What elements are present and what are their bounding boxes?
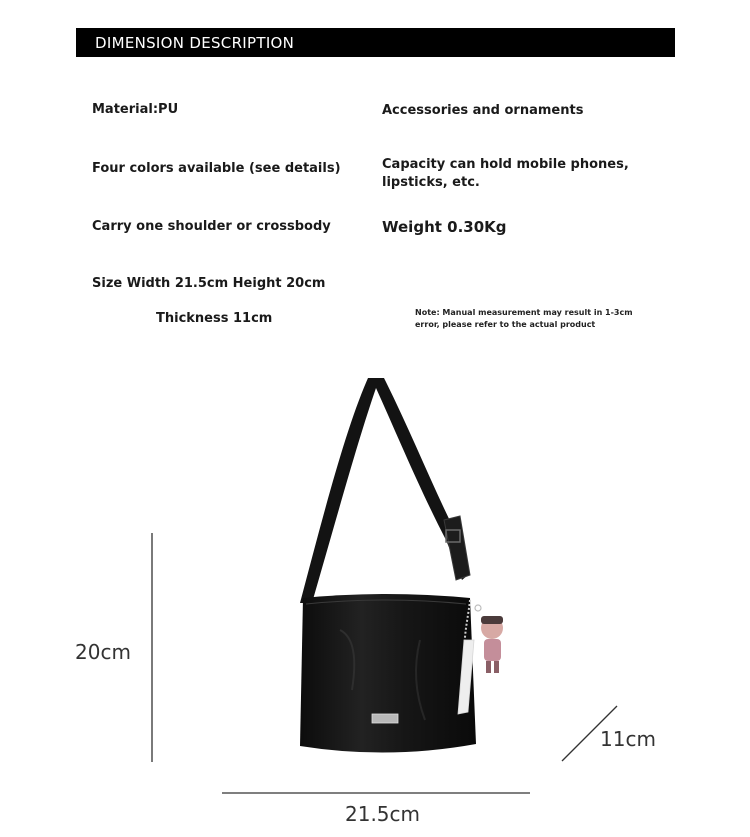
note-line-1: Note: Manual measurement may result in 1-3cm <box>415 308 633 317</box>
spec-weight: Weight 0.30Kg <box>382 218 507 236</box>
spec-material: Material:PU <box>92 102 179 117</box>
depth-label: 11cm <box>600 727 656 751</box>
logo-plate <box>372 714 398 723</box>
bag-strap <box>300 378 470 603</box>
spec-carry: Carry one shoulder or crossbody <box>92 219 331 234</box>
spec-capacity-line2: lipsticks, etc. <box>382 175 480 190</box>
bag-body <box>300 594 476 753</box>
width-label: 21.5cm <box>345 802 421 826</box>
charm-body <box>484 639 501 661</box>
spec-colors: Four colors available (see details) <box>92 161 341 176</box>
spec-size-line1: Size Width 21.5cm Height 20cm <box>92 276 326 291</box>
note-line-2: error, please refer to the actual product <box>415 320 596 329</box>
charm-ring <box>475 605 481 611</box>
spec-capacity-line1: Capacity can hold mobile phones, <box>382 157 629 172</box>
charm-hat <box>481 616 503 624</box>
spec-size-line2: Thickness 11cm <box>156 311 273 326</box>
charm-leg-right <box>494 661 499 673</box>
height-label: 20cm <box>75 640 131 664</box>
header-title: DIMENSION DESCRIPTION <box>95 34 295 52</box>
charm-leg-left <box>486 661 491 673</box>
spec-accessories: Accessories and ornaments <box>382 103 584 118</box>
